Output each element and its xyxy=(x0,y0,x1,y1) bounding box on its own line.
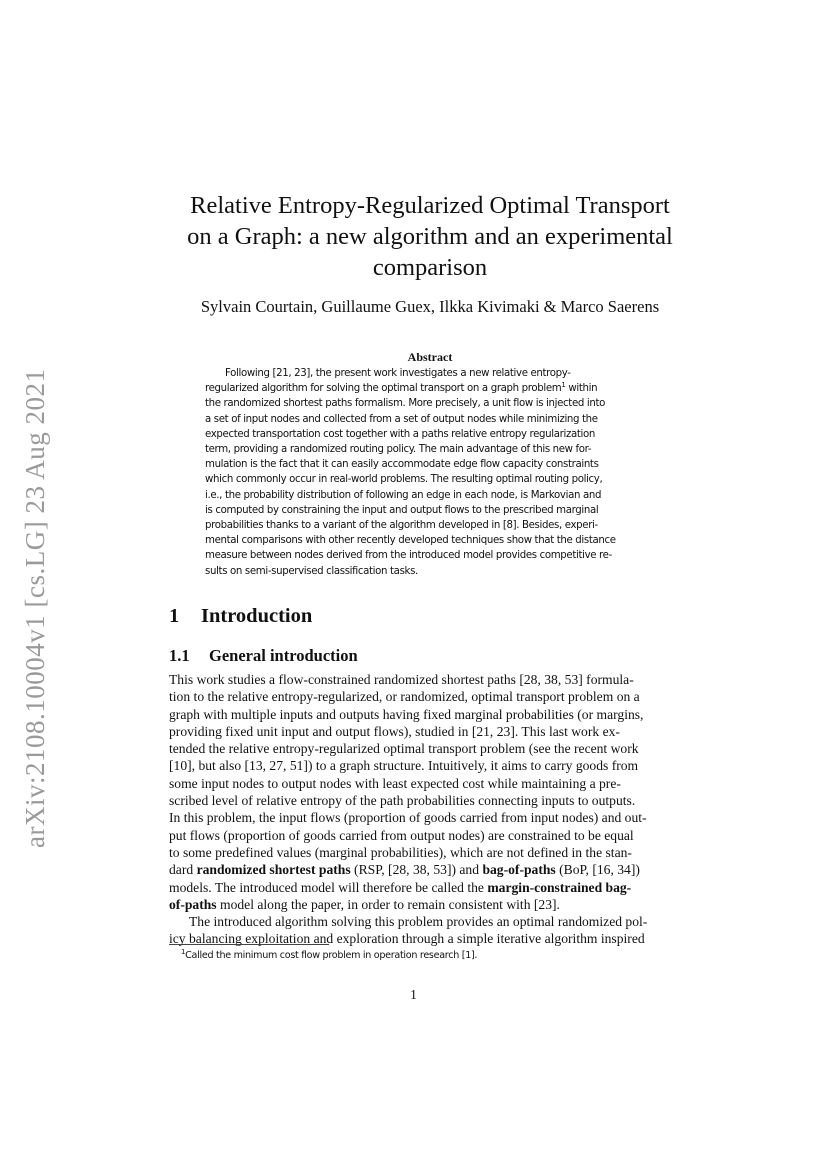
footnote-mark: 1 xyxy=(561,381,566,390)
abstract-line: sults on semi-supervised classification tasks. xyxy=(205,565,418,577)
footnote-rule xyxy=(169,944,329,945)
abstract-text xyxy=(205,366,655,579)
body-line: icy balancing exploitation and exploration through a simple iterative algorithm inspired xyxy=(169,931,645,947)
abstract-line: which commonly occur in real-world problems. The resulting optimal routing policy, xyxy=(205,474,603,486)
title-line: comparison xyxy=(372,254,488,281)
title-line: Relative Entropy-Regularized Optimal Transport xyxy=(190,192,670,219)
footnote xyxy=(181,948,477,961)
body-line: tion to the relative entropy-regularized, or randomized, optimal transport problem on a xyxy=(169,689,640,705)
body-line: dard randomized shortest paths (RSP, [28, 38, 53]) and bag-of-paths (BoP, [16, 34]) xyxy=(169,862,640,878)
footnote-number: 1 xyxy=(181,948,186,956)
arxiv-identifier-stamp: arXiv:2108.10004v1 [cs.LG] 23 Aug 2021 xyxy=(20,368,50,848)
abstract-line: is computed by constraining the input and output flows to the prescribed marginal xyxy=(205,504,599,516)
body-line: tended the relative entropy-regularized optimal transport problem (see the recent work xyxy=(169,741,639,757)
body-text xyxy=(169,671,689,948)
body-line: to some predefined values (marginal probabilities), which are not defined in the stan- xyxy=(169,844,632,860)
abstract-line: expected transportation cost together with a paths relative entropy regularization xyxy=(205,428,595,440)
body-line: This work studies a flow-constrained randomized shortest paths [28, 38, 53] formula- xyxy=(169,672,634,687)
title-line: on a Graph: a new algorithm and an experimental xyxy=(187,223,673,250)
paper-title xyxy=(150,190,710,283)
body-line: put flows (proportion of goods carried from output nodes) are constrained to be equal xyxy=(169,827,634,843)
abstract-line: measure between nodes derived from the introduced model provides competitive re- xyxy=(205,550,612,562)
page-number: 1 xyxy=(410,987,417,1002)
body-line: models. The introduced model will therefore be called the margin-constrained bag- xyxy=(169,879,632,895)
abstract-heading: Abstract xyxy=(407,350,453,364)
body-line: some input nodes to output nodes with least expected cost while maintaining a pre- xyxy=(169,775,621,791)
body-line: The introduced algorithm solving this problem provides an optimal randomized pol- xyxy=(189,914,648,930)
body-line: [10], but also [13, 27, 51]) to a graph structure. Intuitively, it aims to carry goods from xyxy=(169,758,639,774)
body-line: In this problem, the input flows (proportion of goods carried from input nodes) and out- xyxy=(169,810,647,826)
abstract-line: mental comparisons with other recently developed techniques show that the distance xyxy=(205,535,616,547)
section-number: 1 xyxy=(169,605,180,627)
subsection-number: 1.1 xyxy=(169,646,190,665)
body-line: providing fixed unit input and output flows), studied in [21, 23]. This last work ex- xyxy=(169,723,620,739)
subsection-title: General introduction xyxy=(209,646,358,665)
body-line: scribed level of relative entropy of the path probabilities connecting inputs to outputs. xyxy=(169,793,636,809)
body-line: graph with multiple inputs and outputs having fixed marginal probabilities (or margins, xyxy=(169,706,644,722)
abstract-line: the randomized shortest paths formalism. More precisely, a unit flow is injected into xyxy=(205,398,605,410)
abstract-line: a set of input nodes and collected from a set of output nodes while minimizing the xyxy=(205,413,598,425)
abstract-line: regularized algorithm for solving the optimal transport on a graph problem$^1$ within xyxy=(205,381,598,395)
abstract-line: i.e., the probability distribution of following an edge in each node, is Markovian and xyxy=(205,489,602,501)
body-line: of-paths model along the paper, in order to remain consistent with [23]. xyxy=(169,896,560,912)
section-title: Introduction xyxy=(201,605,313,627)
subsection-heading xyxy=(169,646,358,666)
abstract-line: mulation is the fact that it can easily accommodate edge flow capacity constraints xyxy=(205,459,599,471)
footnote-text: Called the minimum cost flow problem in operation research [1]. xyxy=(185,950,478,962)
author-list: Sylvain Courtain, Guillaume Guex, Ilkka Kivimaki & Marco Saerens xyxy=(200,297,660,316)
abstract-line: probabilities thanks to a variant of the algorithm developed in [8]. Besides, experi- xyxy=(205,520,598,532)
section-heading xyxy=(169,605,312,628)
abstract-line: Following [21, 23], the present work investigates a new relative entropy- xyxy=(225,368,571,379)
abstract-line: term, providing a randomized routing policy. The main advantage of this new for- xyxy=(205,444,592,456)
